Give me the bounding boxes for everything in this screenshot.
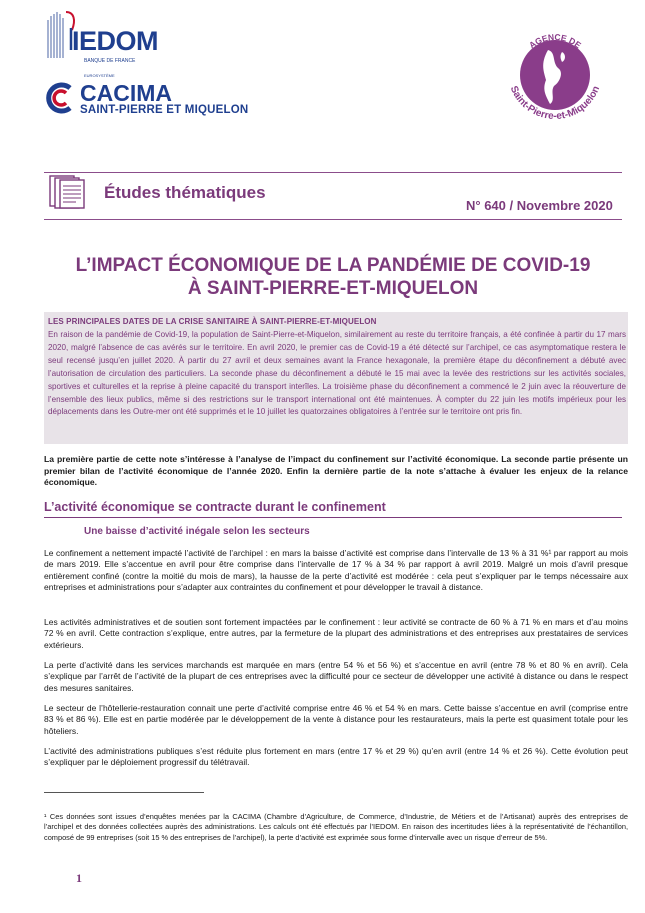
cacima-subtitle: SAINT-PIERRE ET MIQUELON (80, 104, 249, 116)
section-rule (44, 517, 622, 518)
header-bottom-rule (44, 219, 622, 220)
agency-stamp-logo (500, 20, 610, 130)
page-title-line-1: L’IMPACT ÉCONOMIQUE DE LA PANDÉMIE DE COVID-19 (75, 255, 591, 276)
footnote-rule (44, 792, 204, 793)
documents-icon (48, 174, 88, 210)
eurosysteme-label: EUROSYSTÈME (84, 73, 115, 78)
intro-paragraph: La première partie de cette note s’intéresse à l’analyse de l’impact du confinement sur l’activité économique. La seconde partie présente un premier bilan de l’activité économique de l’année 2020. Enfin la dernière partie de la note s’attache à évaluer les enjeux de la relance économique. (44, 454, 628, 488)
body-paragraph: L’activité des administrations publiques s’est réduite plus fortement en mars (entre 17 % et 29 %) qu’en avril (entre 14 % et 26 %). Cette évolution peut s’expliquer par le déploiement progressif du télétravail. (44, 746, 628, 768)
header-top-rule (44, 172, 622, 173)
series-label: Études thématiques (104, 183, 266, 202)
section-title: L’activité économique se contracte durant le confinement (44, 500, 386, 514)
issue-number: N° 640 / Novembre 2020 (466, 198, 613, 213)
body-paragraph: La perte d’activité dans les services marchands est marquée en mars (entre 54 % et 56 %) et s’accentue en avril (entre 78 % et 80 % en avril). Cela s’explique par l’arrêt de l’activité de la plupart de ces entreprises avec la difficulté pour ce secteur de développer une activité à distance ou dans le respect des mesures sanitaires. (44, 660, 628, 693)
stamp-bottom-text: Saint-Pierre-et-Miquelon (507, 84, 603, 123)
cacima-logo-icon (44, 82, 78, 114)
footnote: ¹ Ces données sont issues d’enquêtes menées par la CACIMA (Chambre d’Agriculture, de Commerce, d’Industrie, de Métiers et de l’Artisanat) auprès des entreprises de l’archipel et des données collectées auprès des administrations. Les calculs ont été effectués par l’IEDOM. En raison des incertitudes liées à la représentativité de l’échantillon, composé de 99 entreprises (soit 15 % des entreprises de l’archipel), la perte d’activité est exprimée sous forme d’intervalle avec un risque d’erreur de 5%. (44, 812, 628, 842)
subsection-title: Une baisse d’activité inégale selon les secteurs (84, 526, 310, 537)
body-paragraph: Le secteur de l’hôtellerie-restauration connait une perte d’activité comprise entre 46 % et 54 % en mars. Cette baisse s’accentue en avril (comprise entre 83 % et 86 %). Elle est en partie modérée par le développement de la vente à distance pour les restaurateurs, mais la perte est quasiment totale pour les hôteliers. (44, 703, 628, 736)
key-dates-text: En raison de la pandémie de Covid-19, la population de Saint-Pierre-et-Miquelon, similairement au reste du territoire français, a été confinée à partir du 17 mars 2020, malgré l’absence de cas avérés sur le territoire. En avril 2020, le premier cas de Covid-19 a été détecté sur l’archipel, ce cas asymptomatique restera le seul recensé jusqu’en juillet 2020. À partir du 27 avril et deux semaines avant la France hexagonale, la première étape du déconfinement a débuté avec l’autorisation de circulation des particuliers. La seconde phase du déconfinement a débuté le 15 mai avec la levée des restrictions sur les activités sociales, sportives et culturelles et la reprise à pleine capacité du transport interîles. La troisième phase du déconfinement a commencé le 2 juin avec la réouverture de l’ensemble des lieux publics, même si des restrictions sur le transport international ont été maintenues. À compter du 22 juin les motifs impérieux pour les déplacements dans les Outre-mer ont été supprimés et le 10 juillet les quatorzaines obligatoires à l’entrée sur le territoire ont pris fin. (48, 330, 626, 417)
iedom-logo-text: IEDOM (72, 26, 159, 56)
stamp-top-text: AGENCE DE (527, 31, 584, 51)
page-title-line-2: À SAINT-PIERRE-ET-MIQUELON (187, 278, 479, 299)
body-paragraph: Les activités administratives et de soutien sont fortement impactées par le confinement : leur activité se contracte de 60 % à 71 % en mars et d’au moins 72 % en avril. Cette contraction s’explique, entre autres, par la fermeture de la plupart des administrations et des entreprises aux prestataires de services extérieurs. (44, 617, 628, 650)
cacima-logo-text: CACIMA (80, 80, 172, 106)
key-dates-heading: LES PRINCIPALES DATES DE LA CRISE SANITAIRE À SAINT-PIERRE-ET-MIQUELON (48, 317, 377, 326)
body-paragraph: Le confinement a nettement impacté l’activité de l’archipel : en mars la baisse d’activité est comprise dans l’intervalle de 13 % à 31 %¹ par rapport au mois de mars 2019. Elle s’accentue en avril pour être comprise dans l’intervalle de 17 % à 34 % par rapport à avril 2019. Malgré un mois d’avril presque entièrement confiné (contre la moitié du mois de mars), la hausse de la perte d’activité est modérée : cela peut s’expliquer par le temps nécessaire aux entreprises et administrations pour s’adapter aux contraintes du confinement et pour développer le travail à distance. (44, 548, 628, 593)
page-number: 1 (76, 871, 82, 885)
page-title (44, 254, 622, 300)
banque-de-france-label: BANQUE DE FRANCE (84, 58, 136, 64)
